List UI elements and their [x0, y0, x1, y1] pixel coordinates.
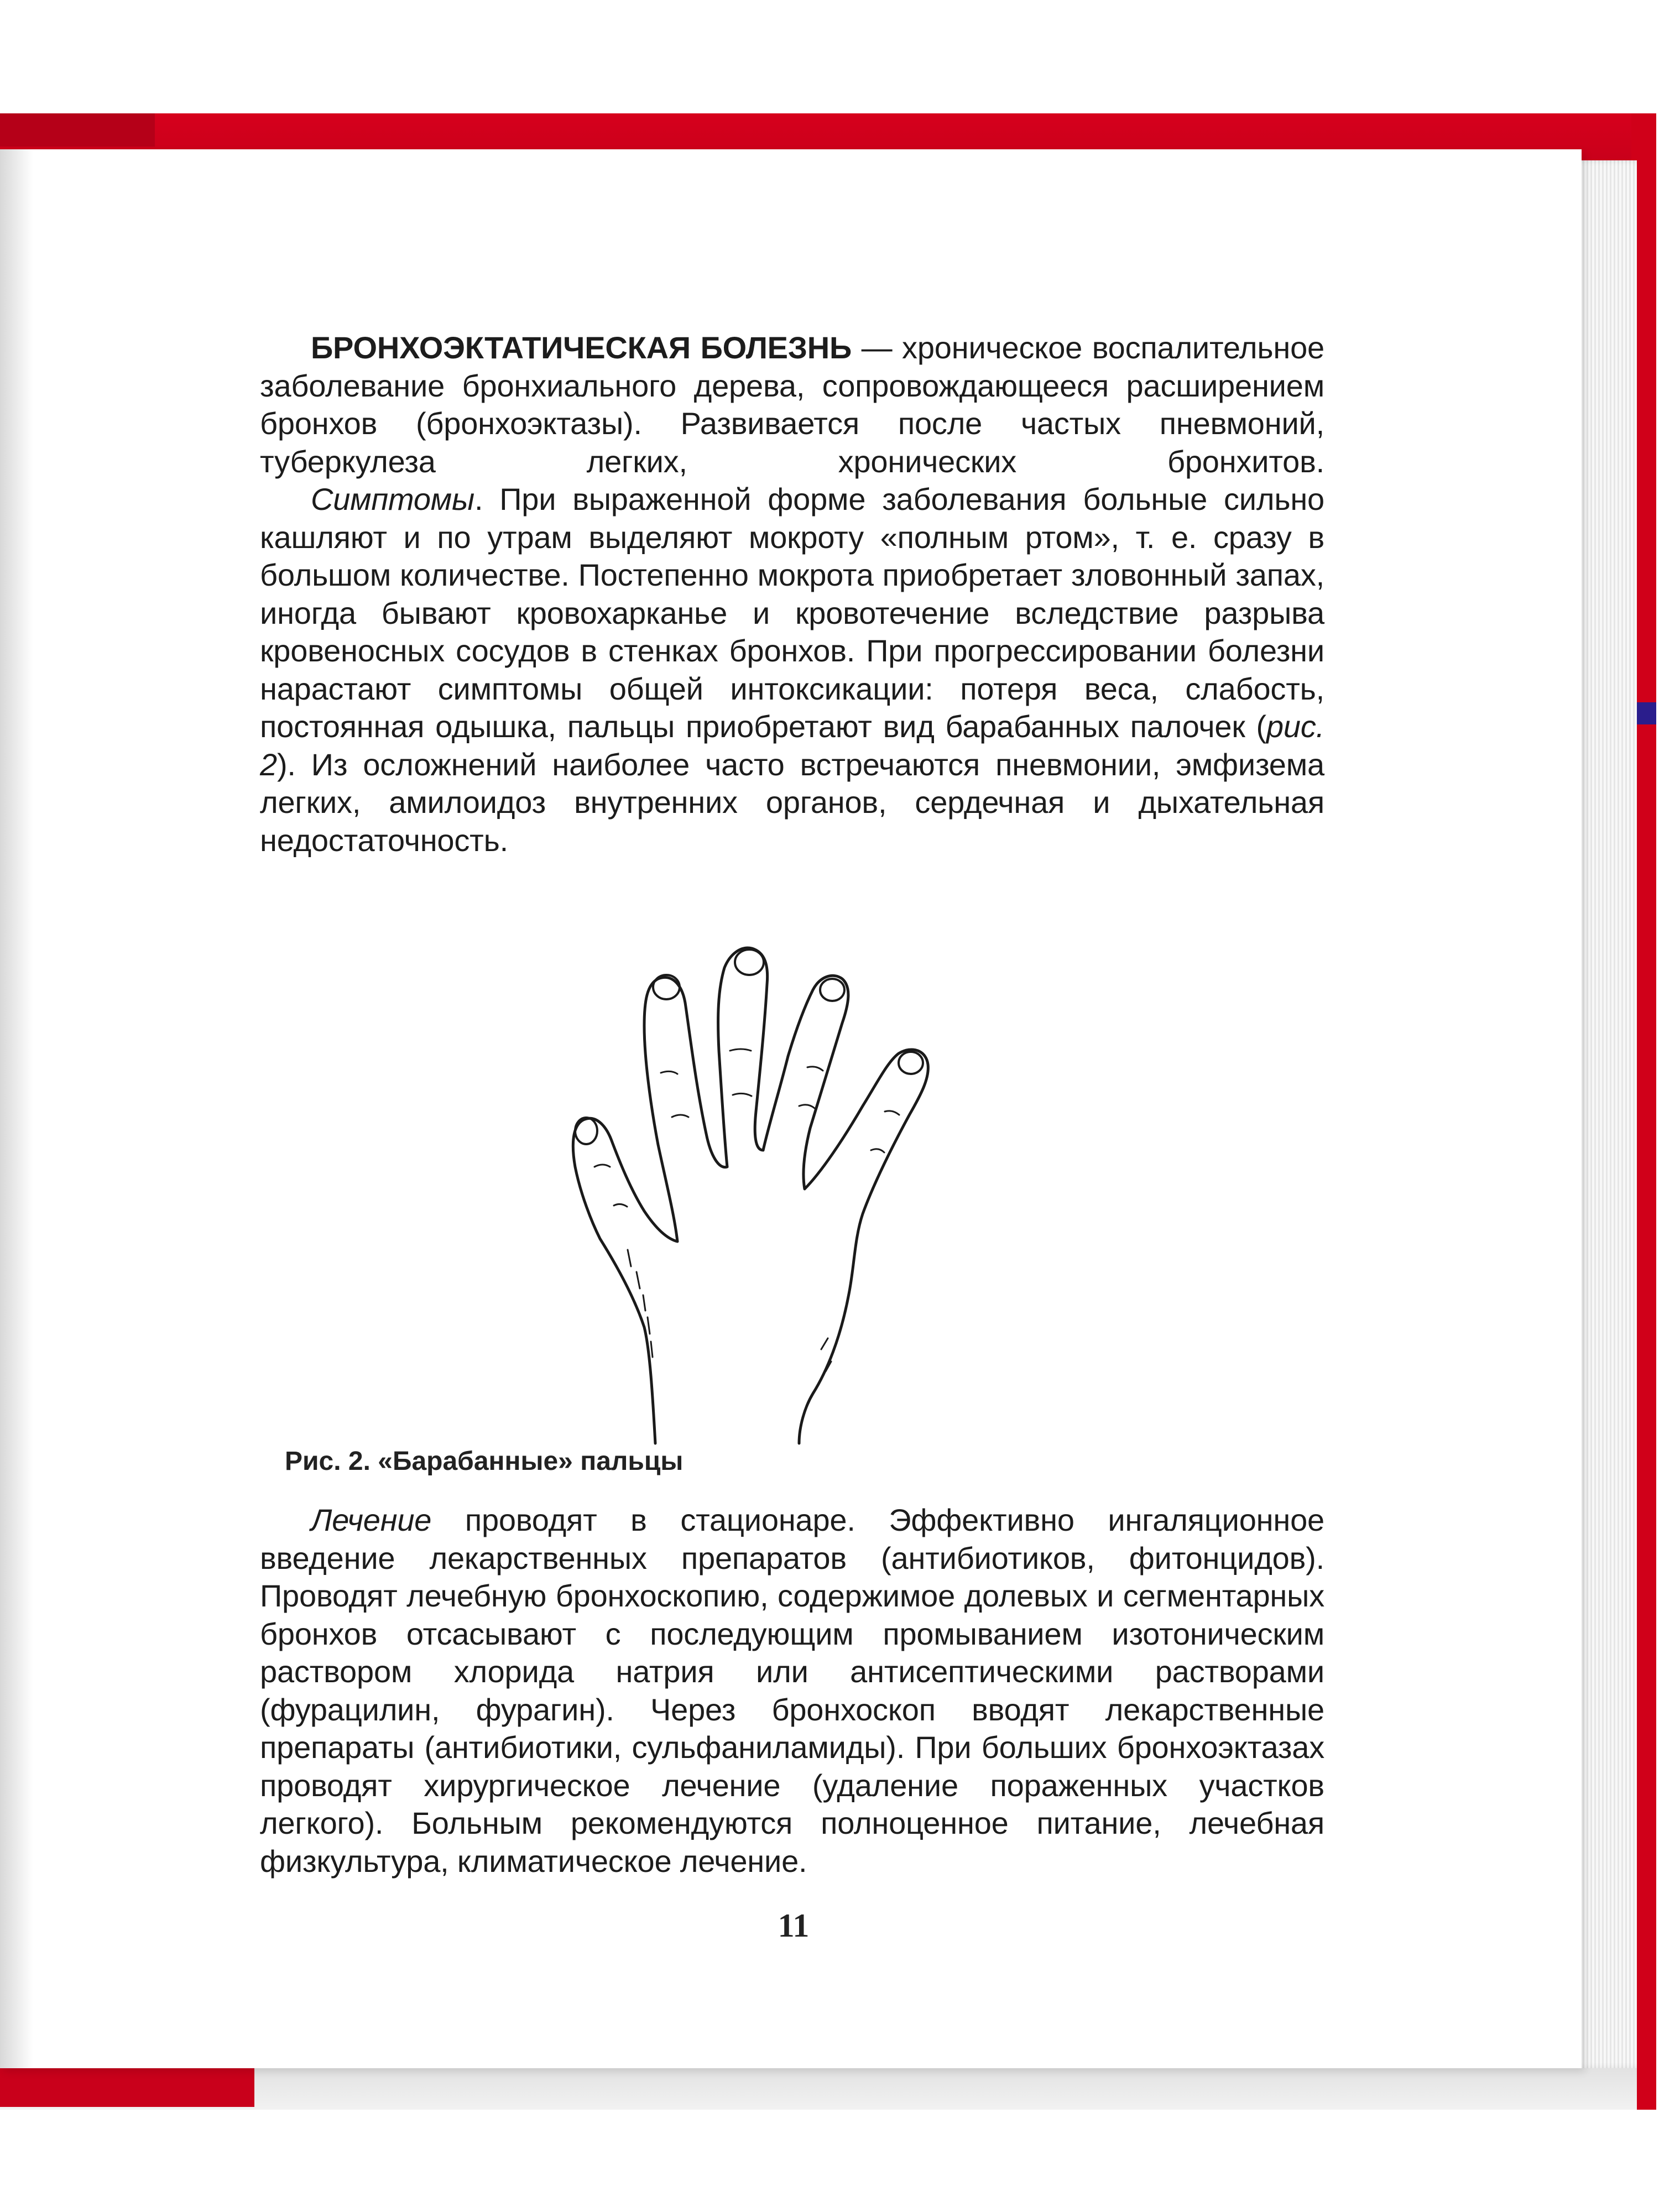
paragraph-symptoms [260, 481, 1324, 859]
hand-shading [594, 1049, 899, 1371]
nail-thumb [899, 1052, 923, 1074]
symptoms-text-end: ). Из осложнений наиболее часто встречаются пневмонии, эмфизема легких, амилоидоз внутренних органов, сердечная и дыхательная недостаточность. [260, 747, 1324, 858]
definition-text: — хроническое воспалительное заболевание бронхиального дерева, сопровождающееся расширением бронхов (бронхоэктазы). Развивается после частых пневмоний, туберкулеза легких, хронических бронхитов. [260, 330, 1324, 479]
paragraph-definition [260, 329, 1324, 481]
symptoms-lead: Симптомы [311, 482, 474, 517]
paragraph-treatment [260, 1501, 1324, 1880]
term-heading: БРОНХОЭКТАТИЧЕСКАЯ БОЛЕЗНЬ [311, 330, 852, 365]
text-block-top [260, 329, 1324, 859]
nail-little-finger [575, 1118, 597, 1144]
symptoms-text: . При выраженной форме заболевания больные сильно кашляют и по утрам выделяют мокроту «полным ртом», т. е. сразу в большом количестве. Постепенно мокрота приобретает зловонный запах, иногда бывают кровохарканье и кровотечение вследствие разрыва кровеносных сосудов в стенках бронхов. При прогрессировании болезни нарастают симптомы общей интоксикации: потеря веса, слабость, постоянная одышка, пальцы приобретают вид барабанных палочек ( [260, 482, 1324, 744]
treatment-lead: Лечение [311, 1503, 432, 1537]
hand-with-clubbed-fingers-drawing [561, 907, 1037, 1449]
figure-caption: Рис. 2. «Барабанные» пальцы [285, 1447, 684, 1476]
figure-reference: рис. 2 [260, 709, 1324, 782]
nail-index-finger [820, 979, 844, 1001]
book-cover-top-strip [0, 113, 155, 147]
nail-middle-finger [735, 950, 764, 975]
page-number: 11 [778, 1907, 810, 1944]
treatment-text: проводят в стационаре. Эффективно ингаляционное введение лекарственных препаратов (антибиотиков, фитонцидов). Проводят лечебную бронхоскопию, содержимое долевых и сегментарных бронхов отсасывают с последующим промыванием изотоническим раствором хлорида натрия или антисептическими растворами (фурацилин, фурагин). Через бронхоскоп вводят лекарственные препараты (антибиотики, сульфаниламиды). При больших бронхоэктазах проводят хирургическое лечение (удаление пораженных участков легкого). Больным рекомендуются полноценное питание, лечебная физкультура, климатическое лечение. [260, 1503, 1324, 1879]
hand-outline [573, 948, 928, 1443]
text-block-bottom [260, 1501, 1324, 1880]
book-page-gutter [0, 149, 33, 2068]
book-cover-bottom [0, 2068, 254, 2107]
